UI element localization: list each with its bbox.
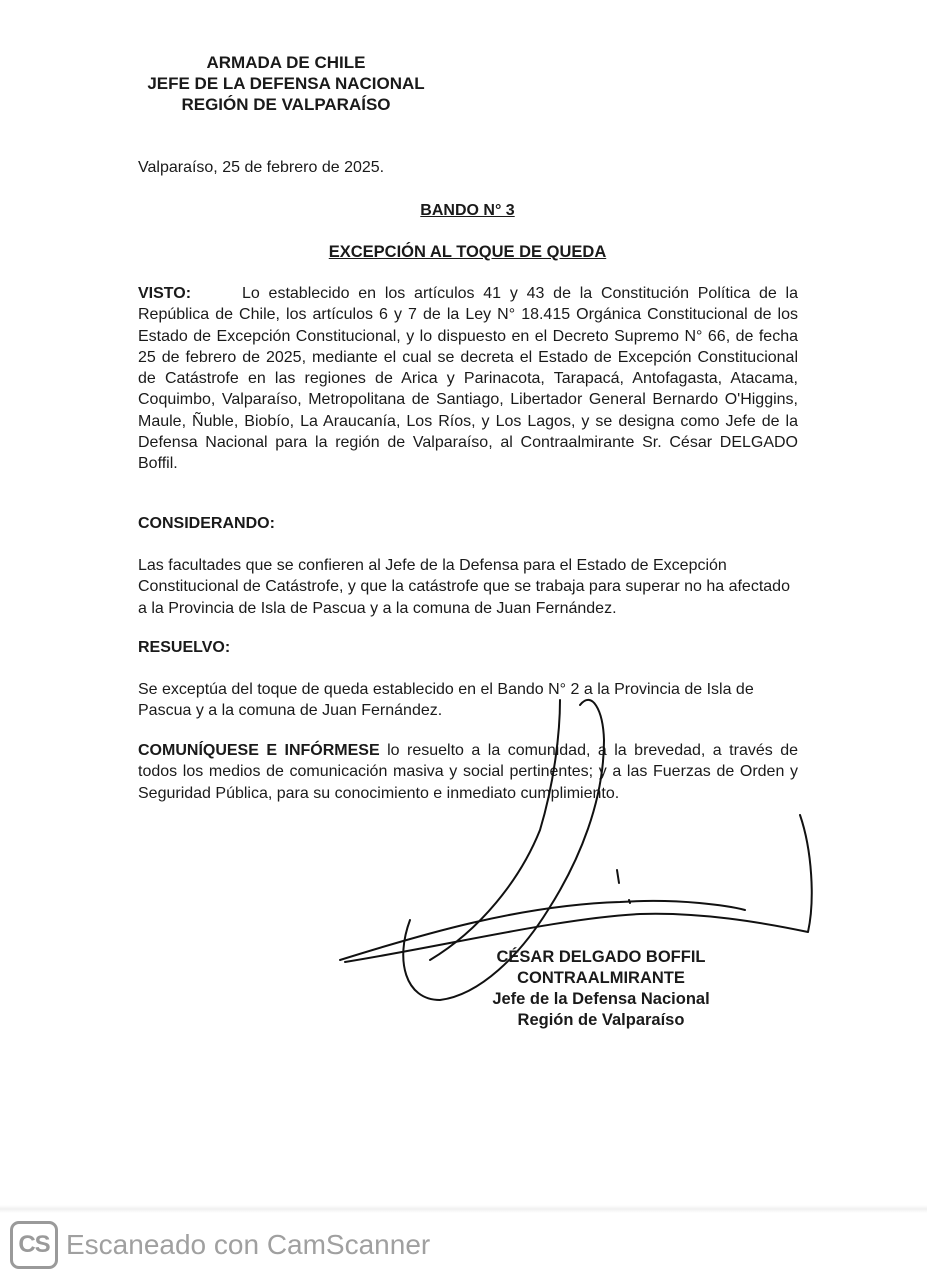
- document-subject: EXCEPCIÓN AL TOQUE DE QUEDA: [328, 243, 607, 261]
- document-title: BANDO N° 3: [420, 202, 515, 219]
- comuniquese-paragraph: [138, 740, 798, 804]
- signatory-rank: CONTRAALMIRANTE: [517, 969, 685, 987]
- resuelvo-paragraph: Se exceptúa del toque de queda establecido en el Bando N° 2 a la Provincia de Isla de Pascua y a la comuna de Juan Fernández.: [138, 681, 754, 720]
- considerando-heading: CONSIDERANDO:: [138, 515, 275, 532]
- considerando-paragraph: Las facultades que se confieren al Jefe de la Defensa para el Estado de Excepción Constitucional de Catástrofe, y que la catástrofe que se trabaja para superar no ha afectado a la Provincia de Isla de Pascua y a la comuna de Juan Fernández.: [138, 557, 790, 617]
- signatory-position: Jefe de la Defensa Nacional: [492, 990, 710, 1008]
- visto-label: VISTO:: [138, 285, 192, 302]
- letterhead: [130, 52, 442, 115]
- letterhead-line-region: REGIÓN DE VALPARAÍSO: [181, 95, 391, 114]
- visto-text: Lo establecido en los artículos 41 y 43 de la Constitución Política de la República de Chile, los artículos 6 y 7 de la Ley N° 18.415 Orgánica Constitucional de los Estado de Excepción Constitucional, y lo dispuesto en el Decreto Supremo N° 66, de fecha 25 de febrero de 2025, mediante el cual se decreta el Estado de Excepción Constitucional de Catástrofe en las regiones de Arica y Parinacota, Tarapacá, Antofagasta, Atacama, Coquimbo, Valparaíso, Metropolitana de Santiago, Libertador General Bernardo O'Higgins, Maule, Ñuble, Biobío, La Araucanía, Los Ríos, y Los Lagos, y se designa como Jefe de la Defensa Nacional para la región de Valparaíso, al Contraalmirante Sr. César DELGADO Boffil.: [138, 285, 798, 473]
- visto-paragraph: [138, 283, 798, 475]
- scan-edge-artifact: [0, 1205, 927, 1213]
- watermark-text: Escaneado con CamScanner: [66, 1229, 431, 1260]
- comuniquese-label: COMUNÍQUESE E INFÓRMESE: [138, 742, 380, 759]
- camscanner-logo-icon: CS: [10, 1221, 58, 1269]
- resuelvo-heading: RESUELVO:: [138, 639, 231, 656]
- signatory-name: CÉSAR DELGADO BOFFIL: [496, 948, 706, 966]
- letterhead-line-office: JEFE DE LA DEFENSA NACIONAL: [147, 74, 425, 93]
- comuniquese-text: lo resuelto a la comunidad, a la brevedad, a través de todos los medios de comunicación masiva y social pertinentes; y a las Fuerzas de Orden y Seguridad Pública, para su conocimiento e inmediato cumplimiento.: [138, 742, 799, 802]
- signature-block: [470, 947, 732, 1031]
- scanner-watermark: [10, 1220, 430, 1270]
- signatory-region: Región de Valparaíso: [517, 1011, 685, 1029]
- document-date: Valparaíso, 25 de febrero de 2025.: [138, 159, 385, 176]
- letterhead-line-institution: ARMADA DE CHILE: [206, 53, 366, 72]
